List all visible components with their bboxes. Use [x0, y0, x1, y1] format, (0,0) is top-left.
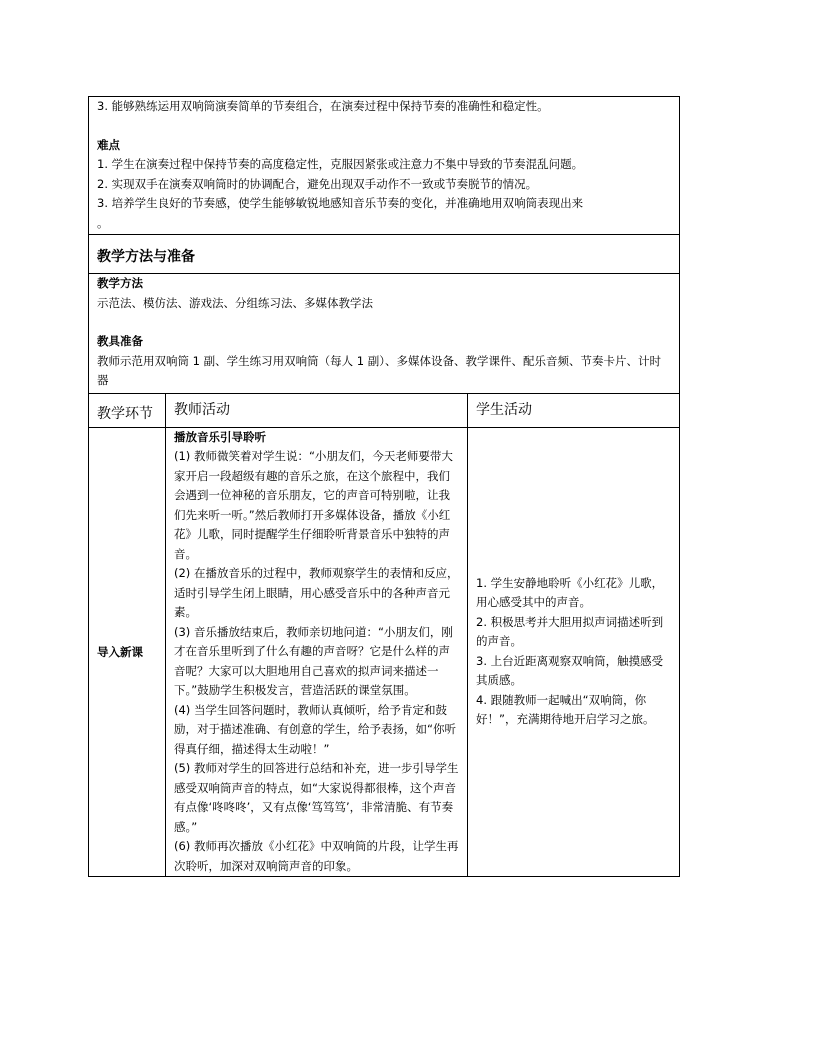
- student-item: 2. 积极思考并大胆用拟声词描述听到的声音。: [476, 614, 664, 649]
- spacer: [97, 117, 671, 136]
- student-item: 4. 跟随教师一起喊出“双响筒，你好！”，充满期待地开启学习之旅。: [476, 692, 655, 727]
- prep-heading: 教具准备: [97, 334, 143, 348]
- teacher-paragraph: (1) 教师微笑着对学生说：“小朋友们，今天老师要带大家开启一段超级有趣的音乐之旅，在这个旅程中，我们会遇到一位神秘的音乐朋友，它的声音可特别啦，让我们先来听一听。”然后教师打开多媒体设备，播放《小红花》儿歌，同时提醒学生仔细聆听背景音乐中独特的声音。: [174, 449, 453, 561]
- section-title: 教学方法与准备: [97, 249, 195, 265]
- objective-item-3: 3. 能够熟练运用双响筒演奏简单的节奏组合，在演奏过程中保持节奏的准确性和稳定性。: [97, 99, 549, 113]
- student-cell: [468, 427, 680, 877]
- table-row: [89, 427, 680, 877]
- difficulty-item-1: 1. 学生在演奏过程中保持节奏的高度稳定性，克服因紧张或注意力不集中导致的节奏混乱问题。: [97, 157, 584, 171]
- student-item: 3. 上台近距离观察双响筒，触摸感受其质感。: [476, 653, 664, 688]
- teacher-paragraph: (4) 当学生回答问题时，教师认真倾听，给予肯定和鼓励，对于描述准确、有创意的学生，给予表扬，如“你听得真仔细，描述得太生动啦！”: [174, 702, 456, 756]
- method-heading: 教学方法: [97, 276, 143, 290]
- lesson-plan-page: [88, 96, 679, 877]
- stage-label: 导入新课: [97, 644, 143, 659]
- teacher-paragraph: (6) 教师再次播放《小红花》中双响筒的片段，让学生再次聆听，加深对双响筒声音的印象。: [174, 839, 459, 873]
- teacher-title: 播放音乐引导聆听: [174, 429, 266, 444]
- method-text: 示范法、模仿法、游戏法、分组练习法、多媒体教学法: [97, 295, 373, 310]
- teacher-paragraph: (5) 教师对学生的回答进行总结和补充，进一步引导学生感受双响筒声音的特点，如“大家说得都很棒，这个声音有点像‘咚咚咚’，又有点像‘笃笃笃’，非常清脆、有节奏感。”: [174, 761, 459, 834]
- difficulties-heading: 难点: [97, 137, 120, 152]
- difficulty-item-2: 2. 实现双手在演奏双响筒时的协调配合，避免出现双手动作不一致或节奏脱节的情况。: [97, 176, 538, 191]
- teacher-paragraph: (3) 音乐播放结束后，教师亲切地问道：“小朋友们，刚才在音乐里听到了什么有趣的声音呀？它是什么样的声音呢？大家可以大胆地用自己喜欢的拟声词来描述一下。”鼓励学生积极发言，营造活跃的课堂氛围。: [174, 624, 453, 697]
- prep-text: 教师示范用双响筒 1 副、学生练习用双响筒（每人 1 副）、多媒体设备、教学课件、配乐音频、节奏卡片、计时器: [97, 353, 661, 387]
- methods-content-row: [89, 274, 680, 394]
- header-teacher: 教师活动: [174, 402, 230, 418]
- table-header-row: [89, 393, 680, 427]
- teacher-paragraph: (2) 在播放音乐的过程中，教师观察学生的表情和反应，适时引导学生闭上眼睛，用心感受音乐中的各种声音元素。: [174, 566, 459, 619]
- student-item: 1. 学生安静地聆听《小红花》儿歌，用心感受其中的声音。: [476, 575, 664, 610]
- lesson-plan-table: [88, 96, 680, 877]
- objectives-difficulties-row: [89, 97, 680, 235]
- difficulty-item-3-tail: 。: [97, 215, 109, 230]
- difficulty-item-3: 3. 培养学生良好的节奏感，使学生能够敏锐地感知音乐节奏的变化，并准确地用双响筒表现出来: [97, 196, 584, 210]
- teacher-cell: [166, 427, 468, 877]
- header-student: 学生活动: [476, 402, 532, 418]
- stage-cell: [89, 427, 166, 877]
- spacer: [97, 313, 671, 332]
- methods-title-row: [89, 235, 680, 274]
- header-stage: 教学环节: [97, 405, 153, 422]
